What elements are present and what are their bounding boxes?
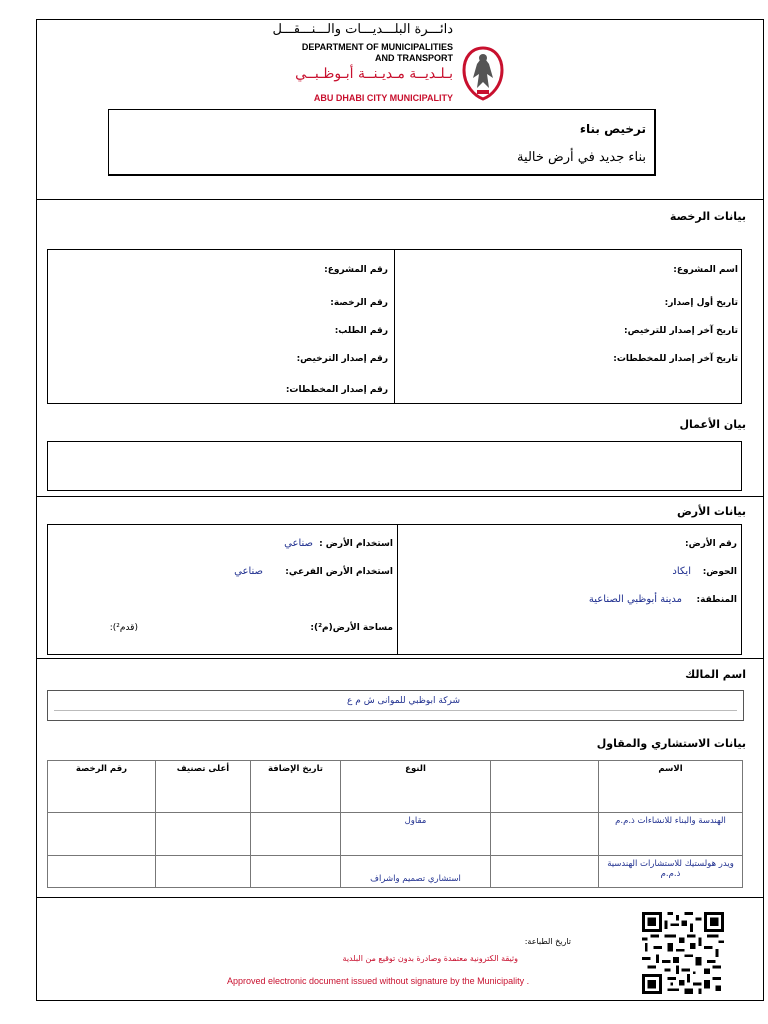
footer-note-en: Approved electronic document issued without signature by the Municipality . [227,976,530,986]
plans-issue-number-label: رقم إصدار المخططات: [285,385,388,395]
consultants-section-title: بيانات الاستشاري والمقاول [596,737,746,750]
land-box [47,524,742,655]
row-name: الهندسة والبناء للانشاءات ذ.م.م [599,813,743,856]
footer-note-ar: وثيقة الكترونية معتمدة وصادرة بدون توقيع من البلدية [342,954,518,963]
col-header-license-number: رقم الرخصة [48,761,156,813]
land-subuse-label: استخدام الأرض الفرعي: [285,567,393,577]
owner-box-inner-line [54,710,737,711]
document-title: ترخيص بناء [579,122,646,136]
row-license-number [48,856,156,888]
first-issue-date-label: تاريخ أول إصدار: [664,298,738,308]
footer-divider [36,897,764,898]
row-name: ويدر هولستيك للاستشارات الهندسية ذ.م.م [599,856,743,888]
row-license-number [48,813,156,856]
dept-name-en-line1: DEPARTMENT OF MUNICIPALITIES [301,42,453,52]
table-row [48,813,743,856]
dept-name-ar: دائـــرة البلـــديـــات والـــنـــقـــل [272,22,453,37]
col-header-top-class: أعلى تصنيف [156,761,251,813]
header-divider [36,199,764,200]
row-top-class [156,813,251,856]
document-subtitle: بناء جديد في أرض خالية [517,150,646,165]
land-use-value: صناعي [284,538,313,549]
zone-value: مدينة أبوظبي الصناعية [588,594,682,605]
last-plans-issue-date-label: تاريخ آخر إصدار للمخططات: [613,354,738,364]
last-license-issue-date-label: تاريخ آخر إصدار للترخيص: [624,326,738,336]
consultants-table [47,760,743,888]
title-box [108,109,656,176]
city-name-ar: بـلـديــة مـديـنــة أبـوظـبــي [295,66,453,82]
basin-value: ايكاد [672,566,691,577]
city-name-en: ABU DHABI CITY MUNICIPALITY [313,93,453,103]
license-issue-number-label: رقم إصدار الترخيص: [296,354,388,364]
basin-label: الحوض: [702,567,737,577]
row-blank [491,856,599,888]
header-logo-block [272,22,515,106]
col-header-date-added: تاريخ الإضافة [251,761,341,813]
license-number-label: رقم الرخصة: [330,298,388,308]
license-section-title: بيانات الرخصة [669,210,746,223]
works-box [47,441,742,491]
print-date-label: تاريخ الطباعة: [524,937,571,946]
license-box-divider [394,250,395,403]
qr-code-icon [642,912,724,994]
col-header-name: الاسم [599,761,743,813]
col-header-blank [491,761,599,813]
owner-name-value: شركة ابوظبي للموانى ش م ع [347,696,460,706]
table-row [48,856,743,888]
row-type: مقاول [341,813,491,856]
land-area-label: مساحة الأرض(م²): [310,623,393,633]
land-divider [36,658,764,659]
project-name-label: اسم المشروع: [673,265,738,275]
table-header-row [48,761,743,813]
row-date-added [251,813,341,856]
zone-label: المنطقة: [696,595,737,605]
row-top-class [156,856,251,888]
land-use-label: استخدام الأرض : [319,539,393,549]
project-number-label: رقم المشروع: [324,265,388,275]
land-box-divider [397,525,398,654]
row-date-added [251,856,341,888]
works-section-title: بيان الأعمال [679,418,746,431]
land-area-unit: (قدم²): [109,623,138,633]
plot-number-label: رقم الأرض: [685,539,737,549]
land-subuse-value: صناعي [234,566,263,577]
row-type: استشاري تصميم واشراف [341,856,491,888]
row-blank [491,813,599,856]
works-divider [36,496,764,497]
request-number-label: رقم الطلب: [334,326,388,336]
falcon-emblem-icon [459,44,507,102]
owner-section-title: اسم المالك [685,668,746,681]
land-section-title: بيانات الأرض [677,505,746,518]
dept-name-en-line2: AND TRANSPORT [375,53,453,63]
col-header-type: النوع [341,761,491,813]
